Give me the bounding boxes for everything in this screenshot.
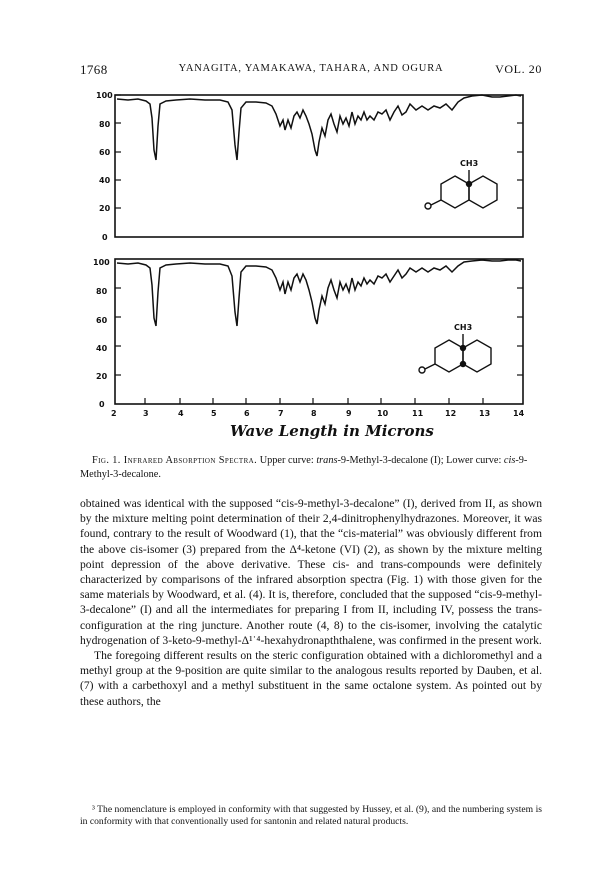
lower-y-tick-60: 60	[96, 316, 108, 325]
page-number: 1768	[80, 62, 108, 77]
x-tick-8: 8	[311, 409, 317, 418]
lower-methyl-label: CH3	[454, 323, 473, 332]
caption-text-3: -9-Methyl-3-decalone.	[80, 455, 528, 480]
x-tick-12: 12	[445, 409, 457, 418]
volume-label: VOL. 20	[495, 62, 542, 76]
upper-y-tick-100: 100	[96, 91, 113, 100]
x-axis-label: Wave Length in Microns	[230, 422, 434, 440]
x-tick-7: 7	[278, 409, 284, 418]
lower-y-tick-0: 0	[99, 400, 105, 409]
caption-label: Fig. 1. Infrared Absorption Spectra.	[92, 455, 258, 466]
upper-methyl-label: CH3	[460, 159, 479, 168]
lower-y-tick-labels	[93, 258, 110, 409]
x-tick-14: 14	[513, 409, 525, 418]
lower-structure-methyldecalone	[419, 334, 491, 373]
figure-caption	[80, 454, 542, 482]
caption-text-1: Upper curve:	[257, 455, 317, 466]
upper-y-tick-60: 60	[99, 148, 111, 157]
paragraph-2: The foregoing different results on the steric configuration obtained with a dichloromethyl and a methyl group at the 9-position are quite similar to the analogous results reported by Dauben, et al. (7) with a carbethoxyl and a methyl substituent in the same octalone system. As pointed out by these authors, the	[80, 649, 542, 708]
upper-y-tick-labels	[96, 91, 113, 242]
x-tick-4: 4	[178, 409, 184, 418]
upper-y-tick-20: 20	[99, 204, 111, 213]
x-tick-2: 2	[111, 409, 117, 418]
body-text	[80, 496, 542, 709]
x-tick-labels	[111, 409, 525, 418]
lower-y-tick-100: 100	[93, 258, 110, 267]
paragraph-1: obtained was identical with the supposed “cis-9-methyl-3-decalone” (I), derived from II, as shown by the mixture melting point determination of their 2,4-dinitrophenylhydrazones. Moreover, it was found, contrary to the result of Woodward (1), that the “cis-material” was obviously different from the above cis-isomer (3) prepared from the Δ⁴-ketone (VI) (2), as shown by the mixture melting point depression of the above derivative. These cis- and trans-compounds were definitely characterized by comparisons of the infrared absorption spectra (Fig. 1) with those given for the same materials by Woodward, et al. (4). It is, therefore, concluded that the supposed “cis-9-methyl-3-decalone” (I) and all the intermediates for preparing I from II, including IV, possess the trans-configuration at the ring juncture. Another route (4, 8) to the cis-isomer, involving the catalytic hydrogenation of 3-keto-9-methyl-Δ¹˙⁴-hexahydronapththalene, was confirmed in the present work.	[80, 497, 542, 647]
lower-y-tick-80: 80	[96, 287, 108, 296]
x-tick-9: 9	[346, 409, 352, 418]
upper-y-tick-80: 80	[99, 120, 111, 129]
lower-y-tick-20: 20	[96, 372, 108, 381]
upper-y-tick-40: 40	[99, 176, 111, 185]
x-tick-3: 3	[143, 409, 149, 418]
lower-spectrum-trace	[117, 260, 521, 326]
upper-structure-methyldecalone	[425, 170, 497, 209]
caption-italic-2: cis	[503, 455, 516, 466]
x-tick-11: 11	[412, 409, 424, 418]
footnote: ³ The nomenclature is employed in conformity with that suggested by Hussey, et al. (9), and the numbering system is in conformity with that conventionally used for santonin and related natural products.	[80, 804, 542, 828]
upper-y-tick-marks	[115, 95, 523, 208]
x-tick-6: 6	[244, 409, 250, 418]
x-tick-5: 5	[211, 409, 217, 418]
running-head-authors: YANAGITA, YAMAKAWA, TAHARA, AND OGURA	[178, 63, 444, 74]
upper-y-tick-0: 0	[102, 233, 108, 242]
caption-italic-1: trans	[316, 455, 338, 466]
upper-spectrum-trace	[117, 95, 521, 160]
x-tick-10: 10	[377, 409, 389, 418]
x-tick-13: 13	[479, 409, 491, 418]
lower-y-tick-40: 40	[96, 344, 108, 353]
caption-text-2: -9-Methyl-3-decalone (I); Lower curve:	[337, 455, 504, 466]
